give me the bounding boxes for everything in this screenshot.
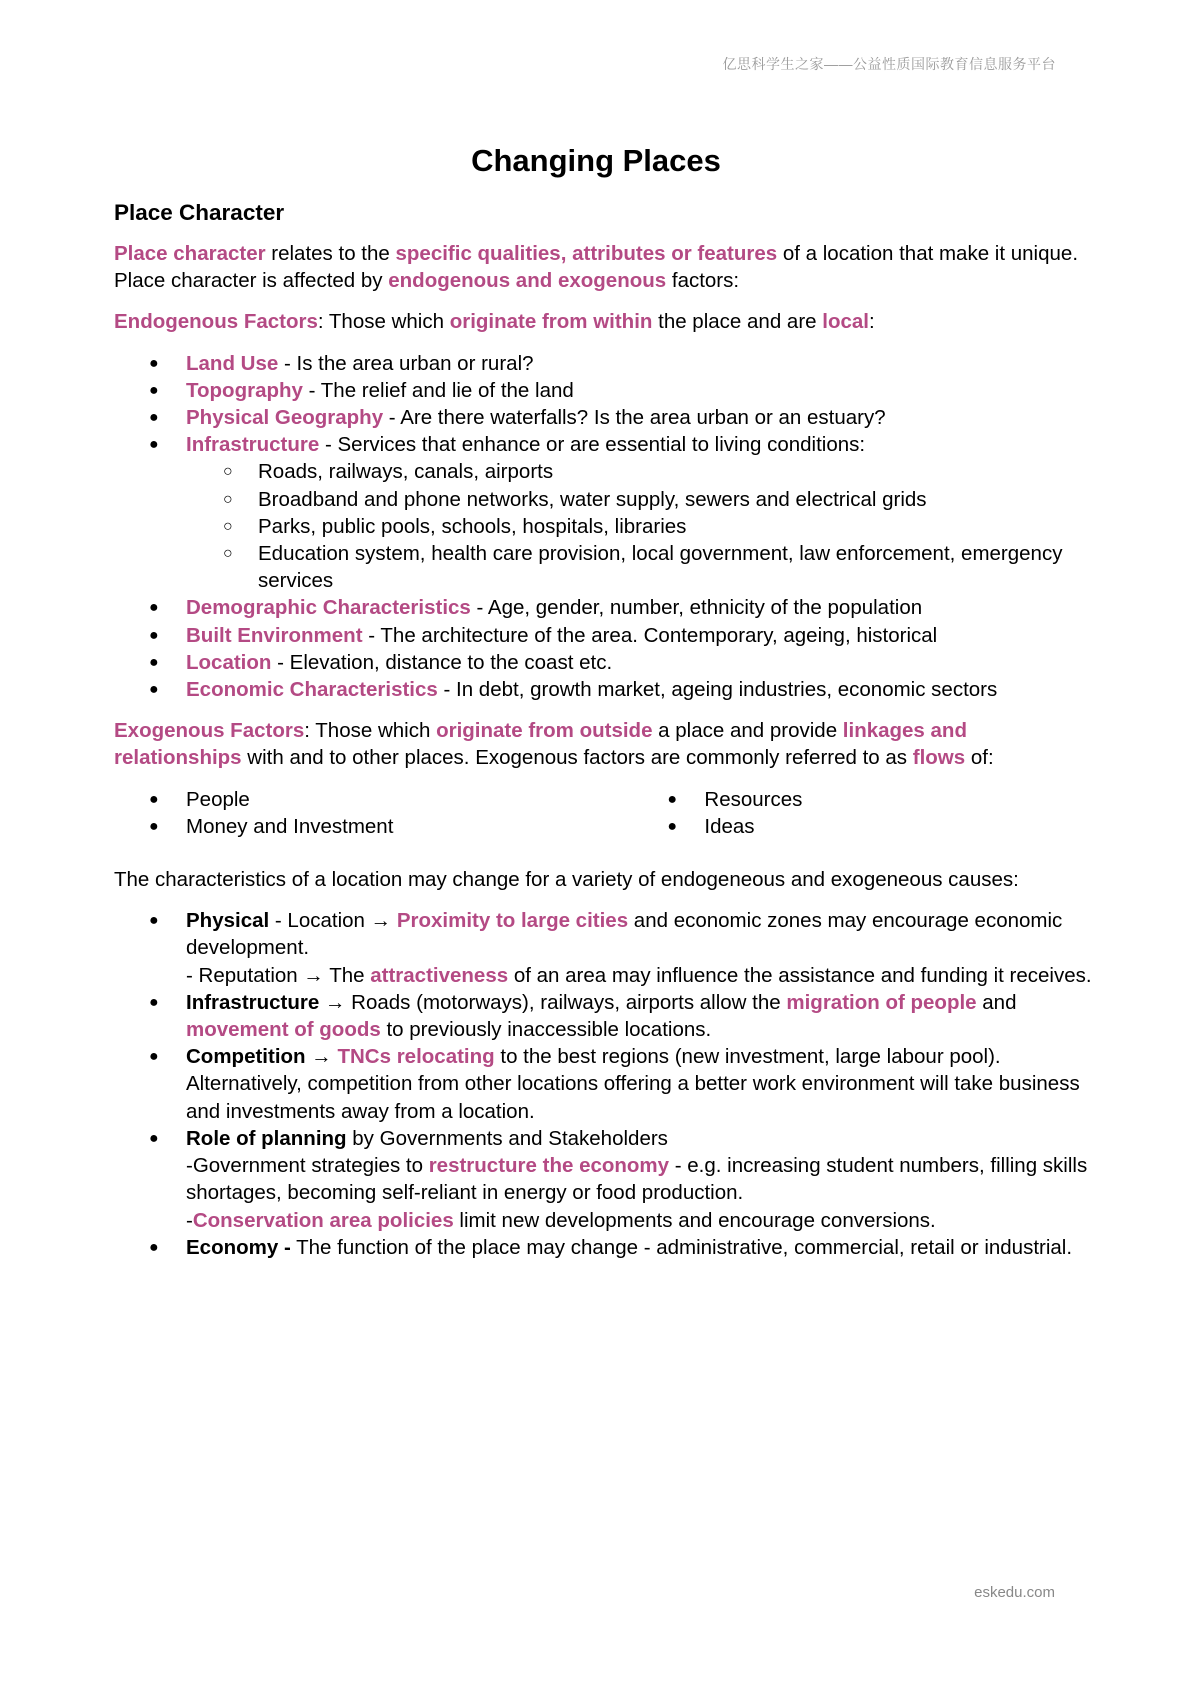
- item-term: Infrastructure: [186, 433, 320, 457]
- change-causes-list: [114, 907, 1094, 1261]
- endo-text: : Those which: [317, 310, 450, 334]
- sublist-item: ○ Roads, railways, canals, airports: [258, 458, 1094, 485]
- item-desc: - Are there waterfalls? Is the area urban or an estuary?: [383, 406, 886, 430]
- exo-text: : Those which: [304, 719, 437, 743]
- intro-text: relates to the: [265, 242, 396, 265]
- item-term: Demographic Characteristics: [186, 596, 471, 620]
- infrastructure-sublist: [186, 458, 1094, 594]
- list-item-economy: [186, 1234, 1094, 1261]
- item-text: and: [976, 990, 1017, 1014]
- page-title: Changing Places: [471, 143, 721, 178]
- item-term: Infrastructure: [186, 990, 320, 1014]
- item-highlight: migration of people: [786, 990, 977, 1014]
- item-highlight: restructure the economy: [428, 1154, 670, 1178]
- exo-text: a place and provide: [652, 719, 843, 743]
- flows-columns: [114, 786, 1094, 840]
- item-desc: - The relief and lie of the land: [302, 378, 574, 402]
- flows-list-left: [114, 786, 668, 840]
- term-place-character: Place character: [114, 242, 266, 265]
- item-highlight: movement of goods: [186, 1018, 381, 1042]
- list-item: ● People: [186, 786, 668, 813]
- item-term: Topography: [186, 378, 303, 402]
- item-highlight: TNCs relocating: [337, 1045, 495, 1069]
- item-text: to the best regions (new investment, large labour pool). Alternatively, competition from other locations offering a better work environment will take business and investments away from a location.: [186, 1045, 1080, 1123]
- item-text: limit new developments and encourage conversions.: [453, 1208, 936, 1232]
- term-specific-qualities: specific qualities, attributes or features: [395, 242, 778, 265]
- endo-text: :: [868, 310, 875, 334]
- term-endogenous-factors: Endogenous Factors: [114, 310, 318, 334]
- list-item-infrastructure: [186, 989, 1094, 1043]
- term-originate-outside: originate from outside: [436, 719, 653, 743]
- item-desc: - Is the area urban or rural?: [278, 351, 534, 375]
- item-text: - Location →: [269, 909, 397, 933]
- list-item: [186, 622, 1094, 649]
- term-linkages: linkages and relationships: [114, 719, 967, 770]
- list-item: ● Ideas: [704, 813, 1094, 840]
- item-text: - e.g. increasing student numbers, filling skills shortages, becoming self-reliant in energy or food production.: [186, 1154, 1088, 1205]
- term-local: local: [822, 310, 869, 334]
- item-term: Location: [186, 650, 272, 674]
- term-exogenous-factors: Exogenous Factors: [114, 719, 305, 743]
- list-item-planning: [186, 1125, 1094, 1234]
- item-term: Economic Characteristics: [186, 678, 438, 702]
- footer-site: eskedu.com: [974, 1584, 1055, 1601]
- term-flows: flows: [912, 746, 966, 770]
- item-text: -: [186, 1208, 193, 1232]
- item-text: -Government strategies to: [186, 1154, 429, 1178]
- change-intro: The characteristics of a location may change for a variety of endogeneous and exogeneous causes:: [114, 868, 1019, 892]
- list-item-competition: [186, 1043, 1094, 1125]
- list-item: [186, 377, 1094, 404]
- sublist-item: ○ Broadband and phone networks, water supply, sewers and electrical grids: [258, 486, 1094, 513]
- list-item: ● Money and Investment: [186, 813, 668, 840]
- item-highlight: Proximity to large cities: [396, 909, 629, 933]
- document-body: [114, 198, 1094, 1275]
- item-highlight: Conservation area policies: [192, 1208, 454, 1232]
- sublist-item: ○ Education system, health care provision, local government, law enforcement, emergency services: [258, 540, 1094, 594]
- endogenous-list: [114, 350, 1094, 704]
- item-text: to previously inaccessible locations.: [380, 1018, 712, 1042]
- intro-text: factors:: [666, 269, 740, 293]
- item-text: and economic zones may encourage economic development.: [186, 909, 1063, 960]
- item-term: Physical: [186, 909, 270, 933]
- list-item: ● Resources: [704, 786, 1094, 813]
- endogenous-paragraph: [114, 308, 1094, 335]
- list-item: [186, 404, 1094, 431]
- list-item: [186, 649, 1094, 676]
- list-item-physical: [186, 907, 1094, 989]
- intro-text: of a location that make it unique. Place character is affected by: [114, 242, 1079, 293]
- list-item: [186, 676, 1094, 703]
- item-highlight: attractiveness: [370, 963, 509, 987]
- item-text: by Governments and Stakeholders: [346, 1126, 668, 1150]
- item-term: Built Environment: [186, 623, 363, 647]
- exo-text: with and to other places. Exogenous factors are commonly referred to as: [241, 746, 913, 770]
- item-term: Role of planning: [186, 1126, 347, 1150]
- list-item: [186, 350, 1094, 377]
- item-desc: - Elevation, distance to the coast etc.: [271, 650, 613, 674]
- item-term: Economy -: [186, 1235, 291, 1259]
- term-endogenous-exogenous: endogenous and exogenous: [388, 269, 667, 293]
- term-originate-within: originate from within: [449, 310, 653, 334]
- list-item: [186, 594, 1094, 621]
- section-heading: Place Character: [114, 200, 285, 225]
- item-text: of an area may influence the assistance and funding it receives.: [508, 963, 1092, 987]
- list-item: [186, 431, 1094, 594]
- item-term: Competition →: [186, 1045, 338, 1069]
- item-term: Physical Geography: [186, 406, 384, 430]
- item-desc: - The architecture of the area. Contemporary, ageing, historical: [362, 623, 938, 647]
- intro-paragraph: [114, 240, 1094, 294]
- endo-text: the place and are: [652, 310, 823, 334]
- item-text: - Reputation → The: [186, 963, 371, 987]
- item-term: Land Use: [186, 351, 279, 375]
- item-desc: - Services that enhance or are essential to living conditions:: [319, 433, 866, 457]
- item-desc: - Age, gender, number, ethnicity of the population: [470, 596, 923, 620]
- header-site-text: 亿思科学生之家——公益性质国际教育信息服务平台: [722, 56, 1056, 72]
- exogenous-paragraph: [114, 717, 1094, 771]
- item-text: The function of the place may change - administrative, commercial, retail or industrial.: [290, 1235, 1073, 1259]
- item-desc: - In debt, growth market, ageing industries, economic sectors: [437, 678, 998, 702]
- exo-text: of:: [965, 746, 994, 770]
- flows-list-right: [668, 786, 1094, 840]
- sublist-item: ○ Parks, public pools, schools, hospitals, libraries: [258, 513, 1094, 540]
- item-text: → Roads (motorways), railways, airports allow the: [319, 990, 787, 1014]
